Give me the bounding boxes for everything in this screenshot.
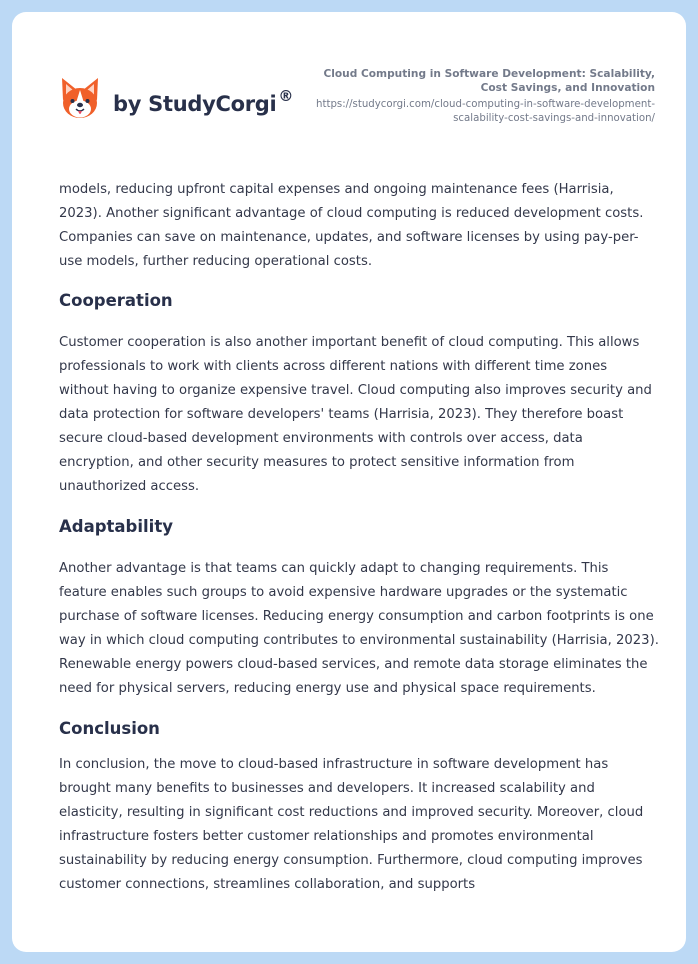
brand-name: by StudyCorgi ®: [113, 86, 294, 116]
intro-paragraph: models, reducing upfront capital expenses and ongoing maintenance fees (Harrisia, 2023). Another significant advantage of cloud computing is reduced development costs. Companies can save on maintenance, updates, and software licenses by using pay-per-use models, further reducing operational costs.: [59, 182, 644, 269]
studycorgi-logo[interactable]: [60, 76, 293, 122]
document-meta: [295, 67, 655, 125]
document-title: Cloud Computing in Software Development: Scalability, Cost Savings, and Innovation: [323, 68, 655, 94]
heading-adaptability: Adaptability: [59, 517, 173, 536]
paragraph-cooperation: Customer cooperation is also another important benefit of cloud computing. This allows professionals to work with clients across different nations with different time zones without having to organize expensive travel. Cloud computing also improves security and data protection for software developers' teams (Harrisia, 2023). They therefore boast secure cloud-based development environments with controls over access, data encryption, and other security measures to protect sensitive information from unauthorized access.: [59, 335, 652, 494]
document-page: [12, 12, 686, 952]
document-body: [59, 178, 659, 897]
paragraph-conclusion: In conclusion, the move to cloud-based infrastructure in software development has brought many benefits to businesses and developers. It increased scalability and elasticity, resulting in significant cost reductions and improved security. Moreover, cloud infrastructure fosters better customer relationships and promotes environmental sustainability by reducing energy consumption. Furthermore, cloud computing improves customer connections, streamlines collaboration, and supports: [59, 757, 644, 892]
paragraph-adaptability: Another advantage is that teams can quickly adapt to changing requirements. This feature enables such groups to avoid expensive hardware upgrades or the systematic purchase of software licenses. Reducing energy consumption and carbon footprints is one way in which cloud computing contributes to environmental sustainability (Harrisia, 2023). Renewable energy powers cloud-based services, and remote data storage eliminates the need for physical servers, reducing energy use and physical space requirements.: [59, 561, 659, 696]
document-url[interactable]: https://studycorgi.com/cloud-computing-in-software-development-scalability-cost-savings-and-innovation/: [316, 99, 655, 124]
corgi-icon: [60, 76, 100, 122]
heading-cooperation: Cooperation: [59, 291, 173, 310]
registered-mark: ®: [278, 86, 294, 105]
heading-conclusion: Conclusion: [59, 719, 160, 738]
page-header: [12, 12, 686, 162]
